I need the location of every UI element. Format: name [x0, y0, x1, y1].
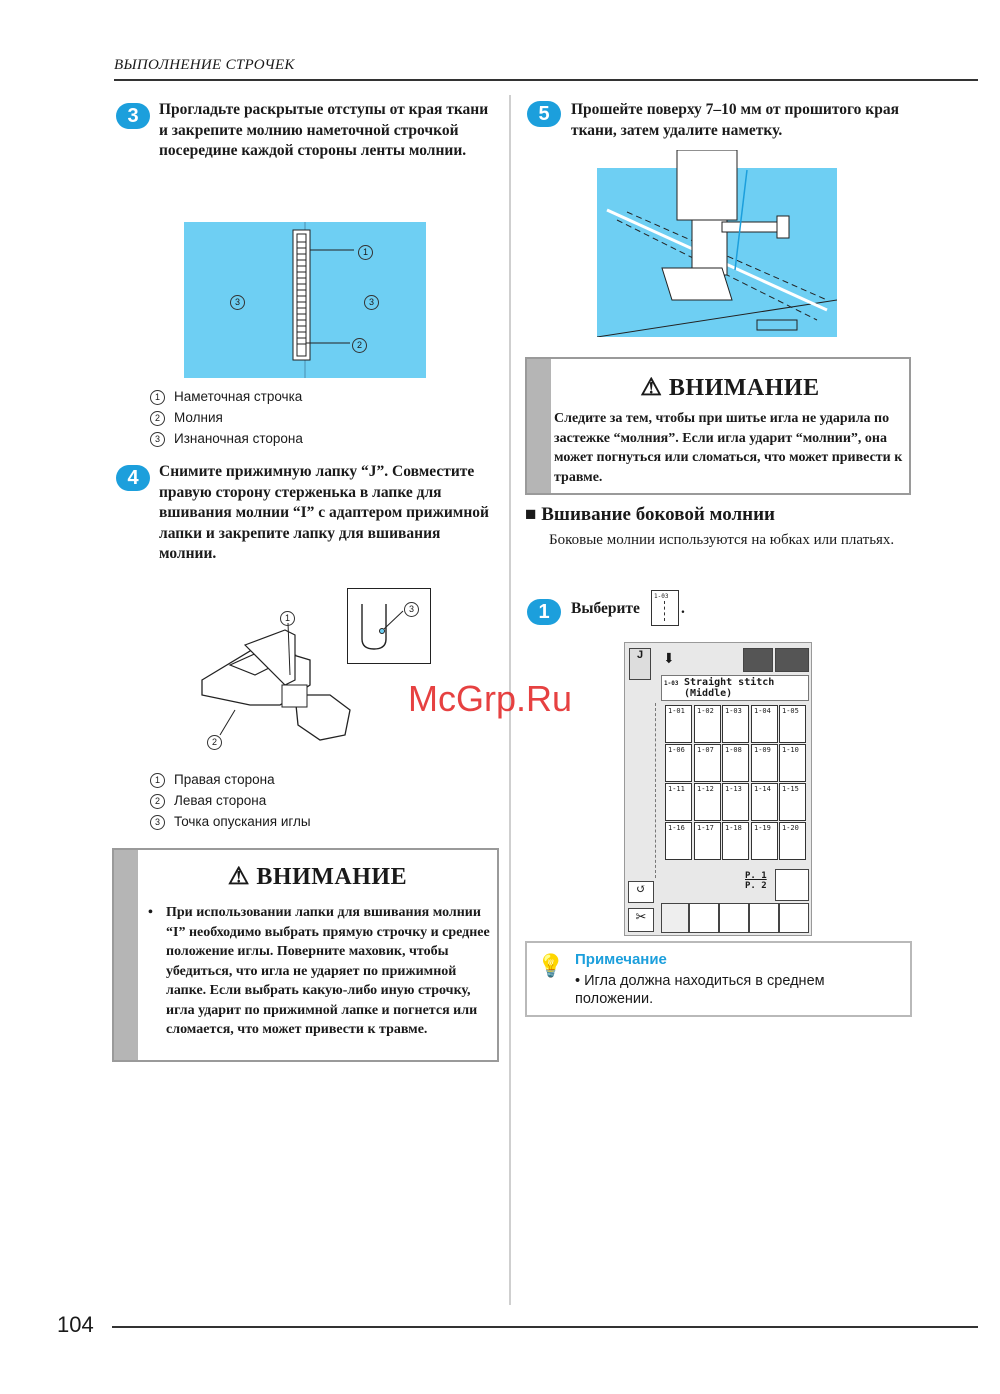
stitch-key[interactable]: 1-02	[694, 705, 721, 743]
stitch-key[interactable]: 1-15	[779, 783, 806, 821]
step-5-text: Прошейте поверху 7–10 мм от прошитого края ткани, затем удалите наметку.	[571, 101, 899, 139]
stitch-key[interactable]: 1-11	[665, 783, 692, 821]
page-indicator: P. 1 P. 2	[745, 871, 767, 891]
legend-item: 3 Точка опускания иглы	[150, 812, 311, 833]
stitch-key[interactable]: 1-19	[751, 822, 778, 860]
category-tab-cross[interactable]	[719, 903, 749, 933]
page-arrow-button[interactable]	[775, 869, 809, 901]
warning-title: ВНИМАНИЕ	[256, 864, 408, 890]
note-box	[525, 941, 912, 1017]
running-header: ВЫПОЛНЕНИЕ СТРОЧЕК	[114, 57, 295, 73]
warning-title: ВНИМАНИЕ	[668, 375, 820, 401]
stitch-key[interactable]: 1-14	[751, 783, 778, 821]
marker-1: 1	[280, 611, 295, 626]
warning-bullet: •	[148, 905, 153, 920]
stitch-key[interactable]: 1-12	[694, 783, 721, 821]
warning-box-left	[112, 848, 499, 1062]
warning-icon: ⚠	[640, 375, 663, 401]
category-tab-buttonhole[interactable]	[749, 903, 779, 933]
legend-item: 2 Левая сторона	[150, 791, 311, 812]
section-heading	[525, 504, 775, 526]
category-tab-decorative[interactable]	[689, 903, 719, 933]
stitch-key[interactable]: 1-07	[694, 744, 721, 782]
step-4-badge: 4	[116, 465, 150, 491]
scissors-icon[interactable]: ✂	[628, 908, 654, 932]
warning-text: Следите за тем, чтобы при шитье игла не ударила по застежке “молния”. Если игла ударит “молнии”, она может погнуться или сломаться, что может привести к травме.	[554, 411, 903, 485]
marker-3-right: 3	[364, 295, 379, 310]
marker-2: 2	[352, 338, 367, 353]
legend-item: 1 Правая сторона	[150, 770, 311, 791]
stitch-key[interactable]: 1-06	[665, 744, 692, 782]
lcd-screen	[624, 642, 812, 936]
section-intro: Боковые молнии используются на юбках или платьях.	[549, 532, 895, 548]
warning-icon: ⚠	[227, 864, 250, 890]
stitch-key[interactable]: 1-08	[722, 744, 749, 782]
stitch-key[interactable]: 1-05	[779, 705, 806, 743]
step-3-text: Прогладьте раскрытые отступы от края ткани и закрепите молнию наметочной строчкой посередине каждой стороны ленты молнии.	[159, 101, 489, 159]
marker-1: 1	[358, 245, 373, 260]
step-3-badge: 3	[116, 103, 150, 129]
needle-position-icon: ⬇	[663, 652, 675, 667]
marker-2: 2	[207, 735, 222, 750]
step-5-badge: 5	[527, 101, 561, 127]
stitch-key[interactable]: 1-10	[779, 744, 806, 782]
topstitch-figure	[597, 150, 837, 337]
stitch-key[interactable]: 1-04	[751, 705, 778, 743]
stitch-key[interactable]: 1-20	[779, 822, 806, 860]
page-number: 104	[57, 1312, 94, 1337]
legend-item: 2 Молния	[150, 408, 303, 429]
warning-box-right	[525, 357, 911, 495]
step-3-legend	[150, 387, 303, 449]
lightbulb-icon: 💡	[537, 953, 565, 978]
note-title: Примечание	[575, 951, 667, 968]
watermark: McGrp.Ru	[408, 678, 573, 719]
stitch-key[interactable]: 1-01	[665, 705, 692, 743]
category-tab-satin[interactable]	[779, 903, 809, 933]
marker-3-left: 3	[230, 295, 245, 310]
needle-drop-inset	[347, 588, 431, 664]
utility-stitch-button[interactable]	[743, 648, 773, 672]
step-1-text: Выберите	[571, 600, 640, 617]
stitch-key[interactable]: 1-13	[722, 783, 749, 821]
stitch-key[interactable]: 1-03	[722, 705, 749, 743]
stitch-key[interactable]: 1-18	[722, 822, 749, 860]
category-tab-utility[interactable]	[661, 903, 689, 933]
stitch-key-1-03[interactable]: 1-03	[651, 590, 679, 626]
section-title: Вшивание боковой молнии	[541, 504, 775, 525]
settings-button[interactable]	[775, 648, 809, 672]
reverse-stitch-icon[interactable]: ↺	[628, 881, 654, 903]
zipper-basting-figure	[184, 222, 426, 378]
presser-foot-indicator: J	[629, 648, 651, 680]
note-text: • Игла должна находиться в среднем положении.	[575, 973, 825, 1007]
legend-item: 3 Изнаночная сторона	[150, 429, 303, 450]
step-4-text: Снимите прижимную лапку “J”. Совместите правую сторону стерженька в лапке для вшивания молнии “I” с адаптером прижимной лапки и закрепите лапку для вшивания молнии.	[159, 463, 489, 562]
stitch-name-display: 1-03 Straight stitch (Middle)	[661, 675, 809, 701]
step-4-legend	[150, 770, 311, 832]
footer-rule	[112, 1326, 978, 1328]
step-1-badge: 1	[527, 599, 561, 625]
marker-3: 3	[404, 602, 419, 617]
stitch-key[interactable]: 1-16	[665, 822, 692, 860]
stitch-key[interactable]: 1-17	[694, 822, 721, 860]
warning-text: При использовании лапки для вшивания молнии “I” необходимо выбрать прямую строчку и среднее положение иглы. Поверните маховик, чтобы убедиться, что игла не ударяет по прижимной лапке. Если выбрать какую-либо иную строчку, игла ударит по прижимной лапке и погнется или сломается, что может привести к травме.	[166, 905, 490, 1037]
header-rule	[114, 79, 978, 81]
stitch-key[interactable]: 1-09	[751, 744, 778, 782]
step-1-period: .	[681, 600, 685, 617]
section-square-icon: ■	[525, 504, 537, 525]
legend-item: 1 Наметочная строчка	[150, 387, 303, 408]
